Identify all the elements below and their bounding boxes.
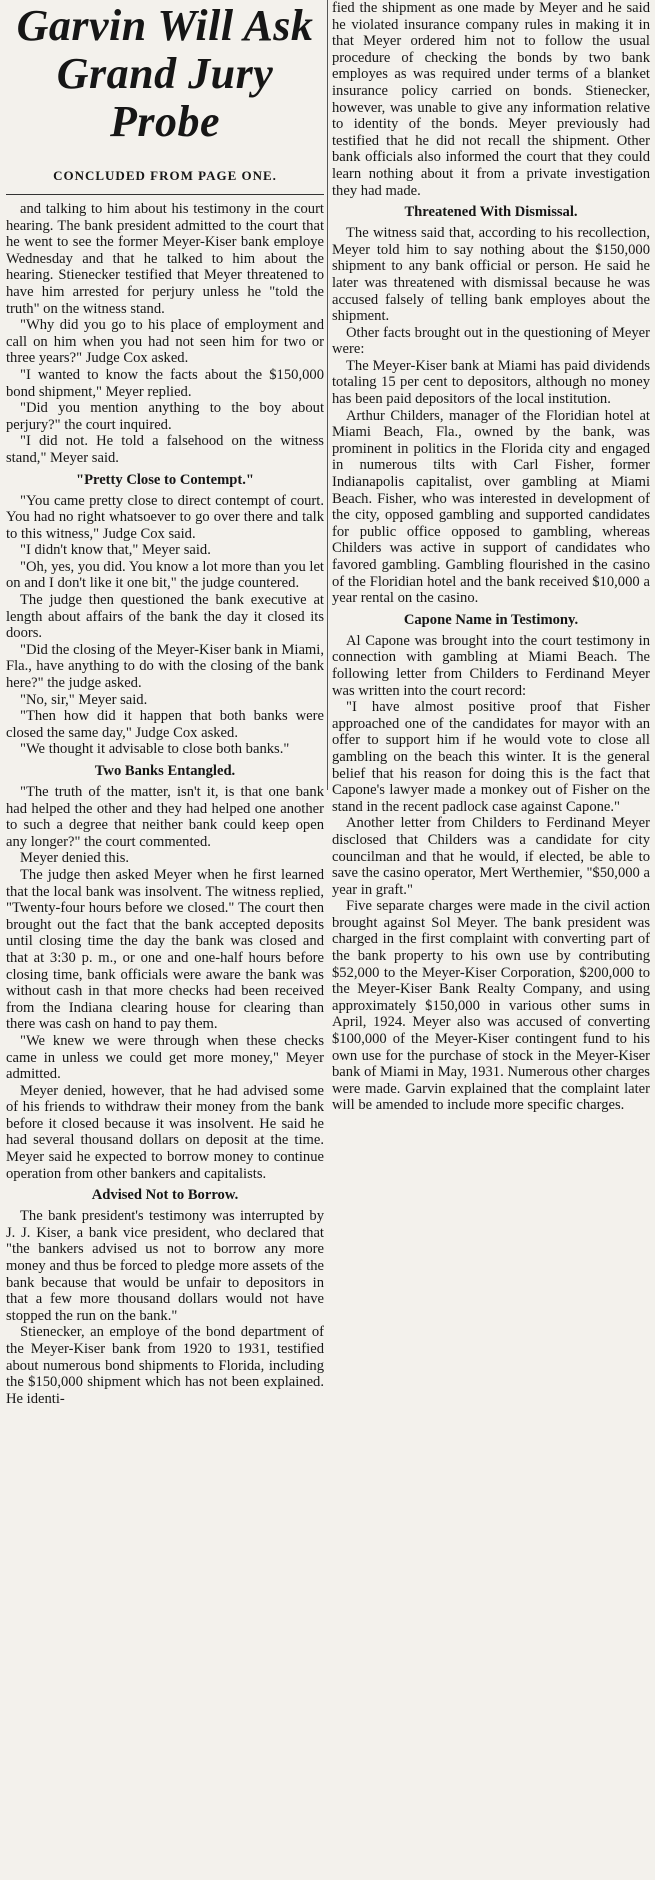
subheading: Two Banks Entangled. bbox=[94, 763, 236, 779]
paragraph: and talking to him about his testimony in the court hearing. The bank president admitted to the court that he went to see the former Meyer-Kiser bank employe Wednesday and that he talked to him about the hearing. Stienecker testified that Meyer threatened to have him arrested for perjury unless he "told the truth" on the witness stand. bbox=[6, 201, 324, 317]
paragraph: The witness said that, according to his recollection, Meyer told him to say nothing about the $150,000 shipment to any bank official or person. He said he later was threatened with dismissal because he was accused falsely of telling bank employes about the shipment. bbox=[332, 225, 650, 325]
paragraph: Al Capone was brought into the court testimony in connection with gambling at Miami Beach. The following letter from Childers to Ferdinand Meyer was written into the court record: bbox=[332, 632, 650, 699]
paragraph: The judge then questioned the bank executive at length about affairs of the bank the day it closed its doors. bbox=[6, 592, 324, 642]
paragraph: "We knew we were through when these checks came in unless we could get more money," Meyer admitted. bbox=[6, 1032, 324, 1083]
paragraph: "I have almost positive proof that Fisher approached one of the candidates for mayor with an offer to support him if he would vote to close all gambling on the beach this winter. It is the general belief that his reason for doing this is the fact that Capone's lawyer made a monkey out of Fisher on the stand in the recent padlock case against Capone." bbox=[332, 699, 650, 815]
paragraph: "I did not. He told a falsehood on the witness stand," Meyer said. bbox=[6, 433, 324, 466]
right-column bbox=[332, 0, 650, 1880]
paragraph: "I didn't know that," Meyer said. bbox=[20, 542, 211, 559]
paragraph: Meyer denied, however, that he had advised some of his friends to withdraw their money from the bank before it closed because it was insolvent. He said he had several thousand dollars on deposit at the time. Meyer said he expected to borrow money to continue operation from other bankers and capitalists. bbox=[6, 1082, 324, 1182]
left-column bbox=[6, 0, 324, 1880]
paragraph: Five separate charges were made in the civil action brought against Sol Meyer. The bank president was charged in the first complaint with converting part of the bank property to his own use by contributing $52,000 to the Meyer-Kiser Corporation, $200,000 to the Meyer-Kiser Bank Realty Company, and using approximately $150,000 in various other sums in April, 1924. Meyer also was accused of converting $100,000 of the Meyer-Kiser contingent fund to his own use for the purchase of stock in the Meyer-Kiser bank of Miami in May, 1931. Numerous other charges were made. Garvin explained that the complaint later will be amended to include more specific charges. bbox=[332, 898, 650, 1114]
paragraph: "Did the closing of the Meyer-Kiser bank in Miami, Fla., have anything to do with the closing of the bank here?" the judge asked. bbox=[6, 641, 324, 692]
paragraph: "No, sir," Meyer said. bbox=[20, 691, 148, 708]
paragraph: Stienecker, an employe of the bond department of the Meyer-Kiser bank from 1920 to 1931, testified about numerous bond shipments to Florida, including the $150,000 shipment which has not been explained. He identi- bbox=[6, 1324, 324, 1407]
subheading: Threatened With Dismissal. bbox=[404, 204, 578, 221]
paragraph: "You came pretty close to direct contempt of court. You had no right whatsoever to go over there and talk to this witness," Judge Cox said. bbox=[6, 492, 324, 542]
paragraph: "The truth of the matter, isn't it, is that one bank had helped the other and they had helped one another to such a degree that neither bank could keep open any longer?" the court commented. bbox=[6, 784, 324, 850]
header-rule bbox=[6, 194, 324, 195]
column-divider bbox=[327, 0, 328, 790]
paragraph: The Meyer-Kiser bank at Miami has paid dividends totaling 15 per cent to depositors, although no money has been paid depositors of the local institution. bbox=[332, 357, 650, 408]
continued-notice: CONCLUDED FROM PAGE ONE. bbox=[53, 168, 277, 183]
paragraph: The bank president's testimony was interrupted by J. J. Kiser, a bank vice president, who declared that "the bankers advised us not to borrow any more money and thus be forced to pledge more assets of the bank because that would be unfair to depositors in that a few more thousand dollars would not have stopped the run on the bank." bbox=[6, 1208, 324, 1324]
paragraph: Other facts brought out in the questioning of Meyer were: bbox=[332, 324, 650, 358]
headline: Garvin Will Ask Grand Jury Probe bbox=[16, 1, 314, 146]
paragraph: "We thought it advisable to close both banks." bbox=[20, 741, 290, 758]
paragraph: fied the shipment as one made by Meyer and he said he violated insurance company rules in making it in that Meyer ordered him not to follow the usual procedure of checking the bonds by two bank employes as was required under terms of a blanket insurance policy carried on bonds. Stienecker, however, was unable to give any information relative to identity of the bonds. Meyer previously had testified that he did not recall the shipment. Other bank officials also informed the court that they could learn nothing about it from a private investigation they had made. bbox=[332, 0, 650, 199]
subheading: Capone Name in Testimony. bbox=[403, 611, 579, 628]
paragraph: "Oh, yes, you did. You know a lot more than you let on and I don't like it one bit," the judge countered. bbox=[6, 558, 324, 592]
paragraph: Meyer denied this. bbox=[20, 850, 130, 867]
paragraph: Arthur Childers, manager of the Floridian hotel at Miami Beach, Fla., owned by the bank, was prominent in politics in the Florida city and engaged in numerous tilts with Carl Fisher, former Indianapolis capitalist, over gambling at Miami Beach. Fisher, who was interested in development of the city, opposed gambling and supported candidates for public office opposed to gambling, whereas Childers was active in support of candidates who favored gambling. Gambling flourished in the casino of the Floridian hotel and the bank received $10,000 a year rental on the casino. bbox=[332, 407, 650, 607]
paragraph: The judge then asked Meyer when he first learned that the local bank was insolvent. The witness replied, "Twenty-four hours before we closed." The court then brought out the fact that the bank accepted deposits until closing time the day the bank was closed and that at 3:30 p. m., or one and one-half hours before closing time, bank officials were aware the bank was without cash in that more checks had been received from the Indiana clearing house for clearing than there was cash on hand to pay them. bbox=[6, 866, 324, 1033]
paragraph: Another letter from Childers to Ferdinand Meyer disclosed that Childers was a candidate for city councilman and that he would, if elected, be able to save the casino operator, Mert Werthemier, "$50,000 a year in graft." bbox=[332, 815, 650, 898]
subheading: Advised Not to Borrow. bbox=[91, 1187, 239, 1204]
paragraph: "Why did you go to his place of employment and call on him when you had not seen him for two or three years?" Judge Cox asked. bbox=[6, 317, 324, 367]
paragraph: "I wanted to know the facts about the $150,000 bond shipment," Meyer replied. bbox=[6, 366, 324, 400]
paragraph: "Did you mention anything to the boy about perjury?" the court inquired. bbox=[6, 400, 324, 433]
paragraph: "Then how did it happen that both banks were closed the same day," Judge Cox asked. bbox=[6, 708, 324, 741]
subheading: "Pretty Close to Contempt." bbox=[75, 471, 255, 488]
